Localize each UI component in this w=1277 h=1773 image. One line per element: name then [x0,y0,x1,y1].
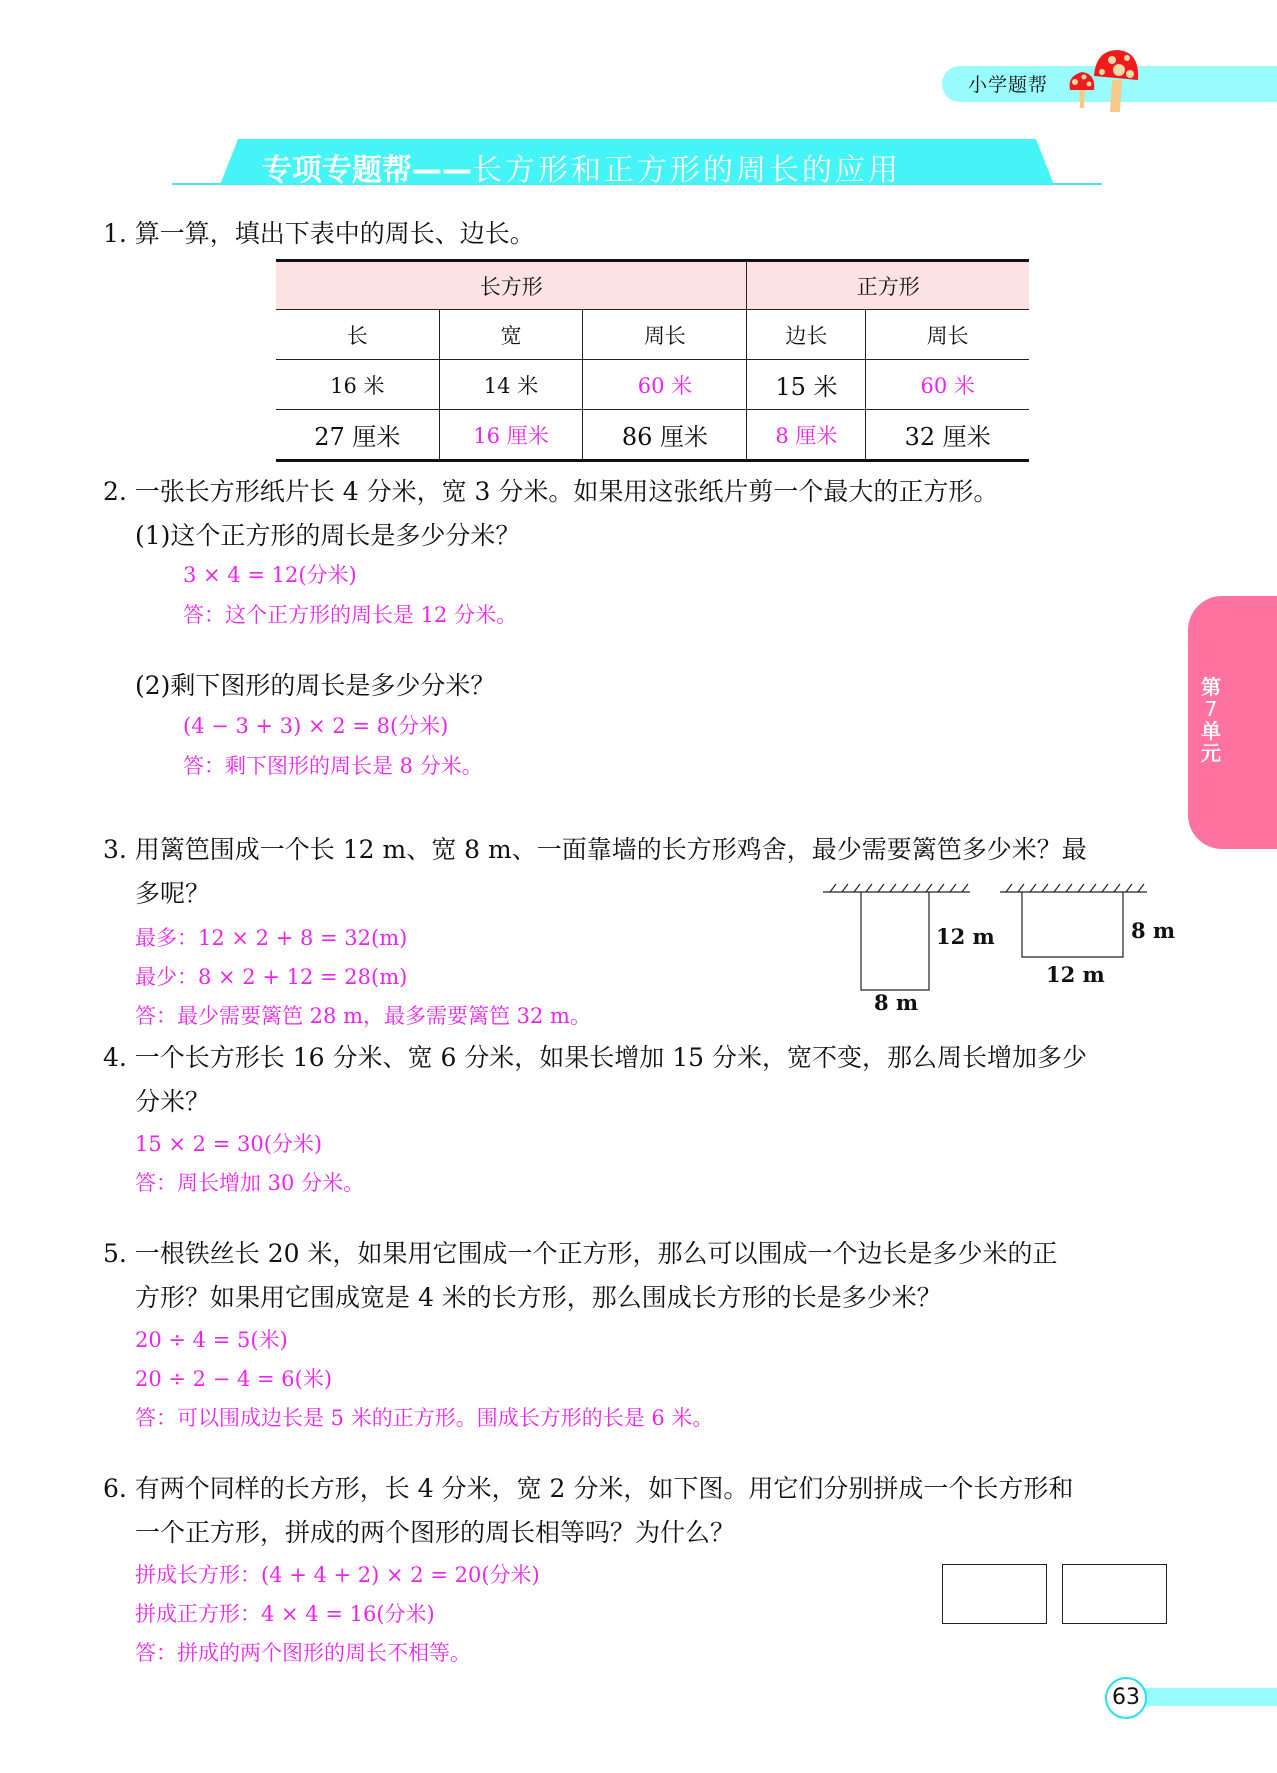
group-header-square: 正方形 [747,261,1029,310]
answer-line: 答：剩下图形的周长是 8 分米。 [183,754,483,778]
table-group-header-row [276,261,1029,310]
unit-label-line: 单 [1201,719,1221,743]
diagram-label: 8 m [1131,918,1176,943]
header-cell: 宽 [439,310,583,360]
unit-label [1196,676,1226,764]
answer-line: 答：拼成的两个图形的周长不相等。 [135,1641,471,1665]
section-title-banner [172,139,1102,187]
table-cell: 14 米 [439,360,583,410]
question-4-text: 4. 一个长方形长 16 分米、宽 6 分米，如果长增加 15 分米，宽不变，那么周长增加多少 [103,1043,1088,1072]
table-cell: 16 米 [276,360,439,410]
table-cell: 86 厘米 [583,410,747,461]
header-cell: 边长 [747,310,866,360]
answer-line: 最多：12 × 2 + 8 = 32(m) [135,926,408,950]
question-1-text: 1. 算一算，填出下表中的周长、边长。 [103,219,535,248]
answer-line: 20 ÷ 4 = 5(米) [135,1328,288,1352]
table-header-row [276,310,1029,360]
question-2-text: 2. 一张长方形纸片长 4 分米，宽 3 分米。如果用这张纸片剪一个最大的正方形。 [103,477,999,506]
page-number-bar [1143,1688,1277,1706]
question-2-sub1: (1)这个正方形的周长是多少分米？ [135,521,521,550]
group-header-rectangle: 长方形 [276,261,747,310]
title-dash: —— [412,153,472,188]
table-cell-answer: 16 厘米 [439,410,583,461]
answer-line: 拼成正方形：4 × 4 = 16(分米) [135,1602,435,1626]
title-main: 专项专题帮 [262,153,412,188]
answer-line: 答：最少需要篱笆 28 m，最多需要篱笆 32 m。 [135,1004,591,1028]
unit-label-line: 元 [1201,741,1221,765]
question-3-text: 3. 用篱笆围成一个长 12 m、宽 8 m、一面靠墙的长方形鸡舍，最少需要篱笆多少米？最 [103,835,1087,864]
answer-line: 15 × 2 = 30(分米) [135,1132,323,1156]
question-4-text-cont: 分米？ [135,1087,211,1116]
question-2-sub2: (2)剩下图形的周长是多少分米？ [135,671,496,700]
answer-line: (4 − 3 + 3) × 2 = 8(分米) [183,714,449,738]
title-sub: 长方形和正方形的周长的应用 [472,153,901,188]
answer-line: 答：这个正方形的周长是 12 分米。 [183,603,518,627]
table-cell-answer: 60 米 [583,360,747,410]
header-cell: 周长 [866,310,1029,360]
rectangle-figure [942,1564,1047,1624]
question-5-text-cont: 方形？如果用它围成宽是 4 米的长方形，那么围成长方形的长是多少米？ [135,1283,942,1312]
question-5-text: 5. 一根铁丝长 20 米，如果用它围成一个正方形，那么可以围成一个边长是多少米的正 [103,1239,1058,1268]
rectangle-figure [1062,1564,1167,1624]
header-cell: 长 [276,310,439,360]
section-title [262,145,901,189]
question-6-text: 6. 有两个同样的长方形，长 4 分米，宽 2 分米，如下图。用它们分别拼成一个长方形和 [103,1474,1074,1503]
mushroom-icon [1062,46,1144,116]
page-number: 63 [1105,1677,1147,1719]
table-cell-answer: 8 厘米 [747,410,866,461]
answer-line: 20 ÷ 2 − 4 = 6(米) [135,1367,333,1391]
unit-label-line: 第 [1201,675,1221,699]
question-6-text-cont: 一个正方形，拼成的两个图形的周长相等吗？为什么？ [135,1518,736,1547]
table-cell: 27 厘米 [276,410,439,461]
table-cell-answer: 60 米 [866,360,1029,410]
table-row [276,410,1029,461]
unit-label-line: 7 [1204,697,1218,721]
question-3-text-cont: 多呢？ [135,879,211,908]
diagram-label: 12 m [1046,962,1105,987]
perimeter-table [276,259,1029,462]
table-row [276,360,1029,410]
brand-label: 小学题帮 [968,74,1049,96]
answer-line: 最少：8 × 2 + 12 = 28(m) [135,965,408,989]
answer-line: 答：可以围成边长是 5 米的正方形。围成长方形的长是 6 米。 [135,1406,714,1430]
diagram-label: 8 m [874,990,919,1015]
answer-line: 答：周长增加 30 分米。 [135,1171,365,1195]
answer-line: 3 × 4 = 12(分米) [183,563,357,587]
answer-line: 拼成长方形：(4 + 4 + 2) × 2 = 20(分米) [135,1563,540,1587]
diagram-label: 12 m [936,924,995,949]
header-cell: 周长 [583,310,747,360]
table-cell: 15 米 [747,360,866,410]
table-cell: 32 厘米 [866,410,1029,461]
